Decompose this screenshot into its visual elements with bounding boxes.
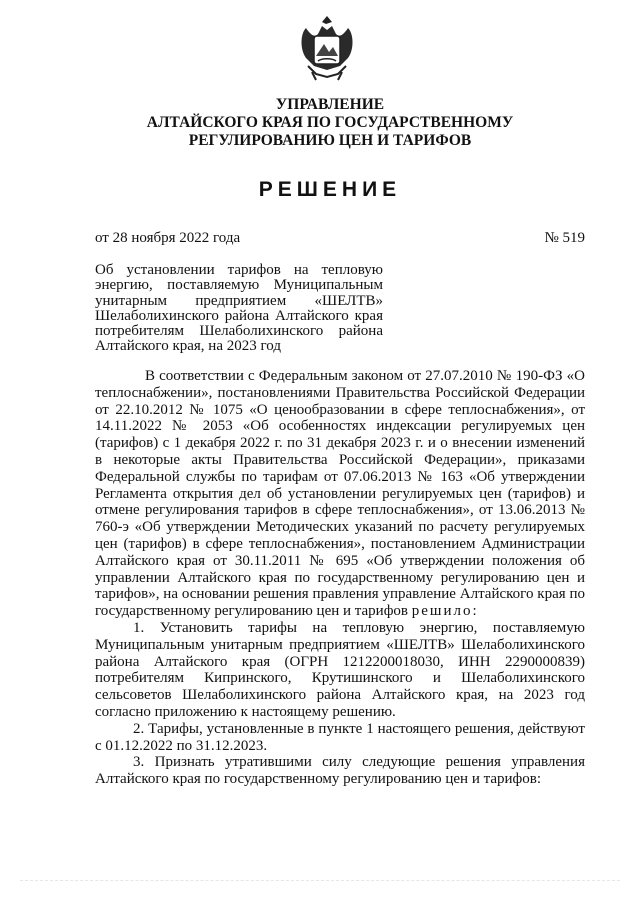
issuer-header <box>120 96 540 150</box>
page-bottom-edge <box>20 880 620 881</box>
document-subject: Об установлении тарифов на тепловую энергию, поставляемую Муниципальным унитарным предприятием «ШЕЛТВ» Шелаболихинского района Алтайского края потребителям Шелаболихинского района Алтайского края, на 2023 год <box>95 262 383 355</box>
clause-3: 3. Признать утратившими силу следующие решения управления Алтайского края по государственному регулированию цен и тарифов: <box>95 754 585 788</box>
document-body <box>95 368 585 788</box>
clause-2: 2. Тарифы, установленные в пункте 1 настоящего решения, действуют с 01.12.2022 по 31.12.2023. <box>95 720 585 754</box>
document-number: № 519 <box>544 230 585 246</box>
document-date: от 28 ноября 2022 года <box>95 230 241 246</box>
preamble-text: В соответствии с Федеральным законом от 27.07.2010 № 190-ФЗ «О теплоснабжении», постановлениями Правительства Российской Федерации от 22.10.2012 № 1075 «О ценообразовании в сфере теплоснабжения», от 14.11.2022 № 2053 «Об особенностях индексации регулируемых цен (тарифов) с 1 декабря 2022 г. по 31 декабря 2023 г. и о внесении изменений в некоторые акты Правительства Российской Федерации», приказами Федеральной службы по тарифам от 07.06.2013 № 163 «Об утверждении Регламента открытия дел об установлении регулируемых цен (тарифов) и отмене регулирования тарифов в сфере теплоснабжения», от 13.06.2013 № 760-э «Об утверждении Методических указаний по расчету регулируемых цен (тарифов) в сфере теплоснабжения», постановлением Администрации Алтайского края от 30.11.2011 № 695 «Об утверждении положения об управлении Алтайского края по государственному регулированию цен и тарифов», на основании решения правления управление Алтайского края по государственному регулированию цен и тарифов <box>95 368 585 620</box>
clause-1: 1. Установить тарифы на тепловую энергию, поставляемую Муниципальным унитарным предприятием «ШЕЛТВ» Шелаболихинского района Алтайского края (ОГРН 1212200018030, ИНН 2290000839) потребителям Кипринского, Крутишинского и Шелаболихинского сельсоветов Шелаболихинского района Алтайского края, на 2023 год согласно приложению к настоящему решению. <box>95 619 585 720</box>
issuer-line-1: УПРАВЛЕНИЕ <box>275 96 385 113</box>
issuer-line-3: РЕГУЛИРОВАНИЮ ЦЕН И ТАРИФОВ <box>188 132 472 149</box>
preamble-paragraph <box>95 368 585 620</box>
preamble-colon: : <box>472 603 477 620</box>
decision-word: решило <box>411 603 473 620</box>
issuer-line-2: АЛТАЙСКОГО КРАЯ ПО ГОСУДАРСТВЕННОМУ <box>146 114 514 131</box>
coat-of-arms-emblem <box>296 14 358 82</box>
document-title: РЕШЕНИЕ <box>258 178 402 201</box>
